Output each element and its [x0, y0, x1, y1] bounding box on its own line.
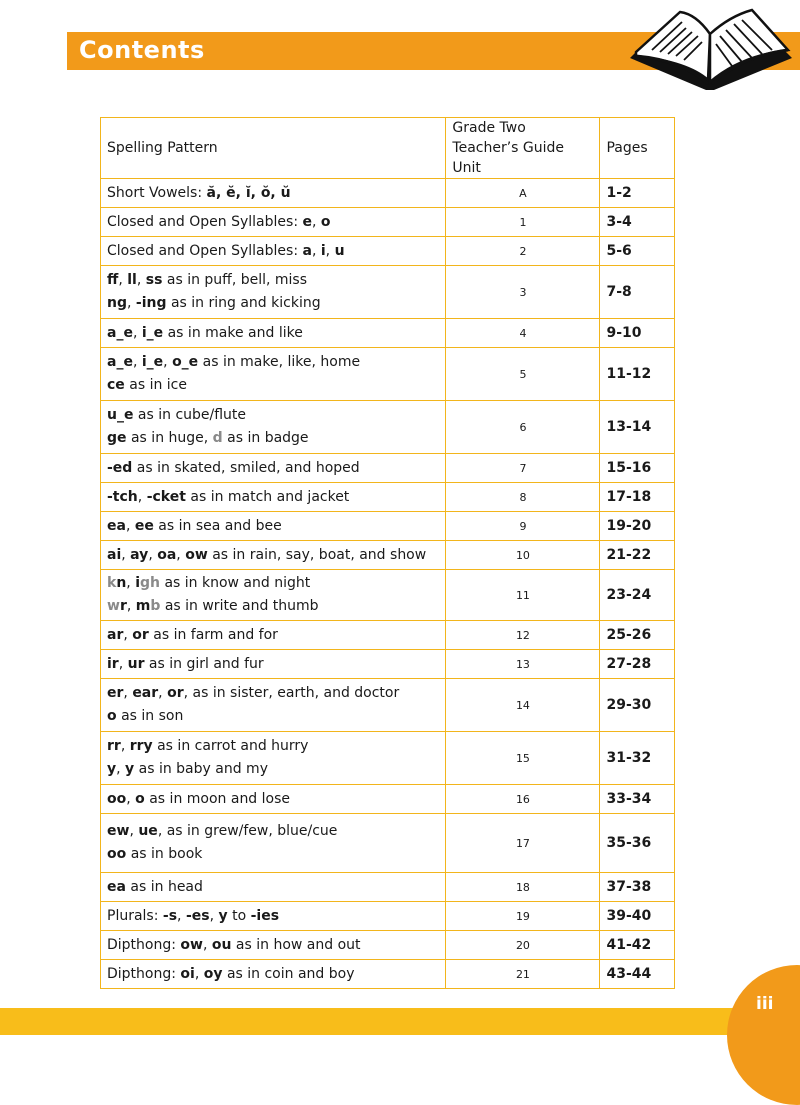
pattern-letters: or	[167, 685, 184, 701]
spelling-pattern-cell	[101, 621, 446, 650]
pages-cell: 19-20	[600, 512, 675, 541]
pattern-text: ,	[158, 685, 168, 701]
spelling-pattern-cell	[101, 454, 446, 483]
unit-cell: 20	[446, 931, 600, 960]
pattern-text: ,	[129, 823, 139, 839]
pattern-text: Dipthong:	[107, 965, 181, 982]
pattern-text: ,	[116, 761, 126, 777]
pattern-text: ,	[312, 213, 321, 230]
pattern-text: ,	[136, 272, 146, 288]
unit-cell: 11	[446, 570, 600, 621]
spelling-pattern-cell	[101, 401, 446, 454]
pattern-text: as in girl and fur	[144, 655, 264, 672]
pattern-line	[107, 515, 439, 538]
pattern-text: as in son	[116, 708, 184, 724]
pattern-text: Closed and Open Syllables:	[107, 213, 303, 230]
pattern-text: ,	[126, 790, 136, 807]
pattern-letters: oo	[107, 846, 127, 862]
spelling-pattern-cell	[101, 732, 446, 785]
pattern-letters: gh	[140, 575, 160, 591]
pattern-line	[107, 788, 439, 811]
pattern-text: ,	[126, 575, 136, 591]
pages-cell: 33-34	[600, 785, 675, 814]
pages-cell: 27-28	[600, 650, 675, 679]
pattern-letters: n	[116, 575, 127, 591]
unit-cell: 19	[446, 902, 600, 931]
pattern-letters: or	[132, 626, 149, 643]
pattern-letters: i_e	[141, 324, 164, 341]
pattern-letters: u_e	[107, 407, 134, 423]
spelling-pattern-cell	[101, 931, 446, 960]
unit-cell: 21	[446, 960, 600, 989]
pattern-text: ,	[125, 517, 135, 534]
pages-cell: 39-40	[600, 902, 675, 931]
pattern-text: ,	[176, 546, 186, 563]
pattern-text: as in ice	[124, 377, 187, 393]
pattern-text: Short Vowels:	[107, 184, 207, 201]
table-row	[101, 483, 675, 512]
table-row	[101, 650, 675, 679]
table-row	[101, 454, 675, 483]
pages-cell: 23-24	[600, 570, 675, 621]
spelling-pattern-cell	[101, 902, 446, 931]
pattern-line	[107, 486, 439, 509]
pattern-letters: rry	[129, 738, 153, 754]
table-row	[101, 266, 675, 319]
table-header-row	[101, 118, 675, 179]
unit-cell: 9	[446, 512, 600, 541]
pattern-text: ,	[118, 272, 128, 288]
unit-cell: 16	[446, 785, 600, 814]
pattern-letters: oy	[203, 965, 223, 982]
table-body	[101, 179, 675, 989]
pattern-letters: ur	[127, 655, 145, 672]
pattern-text: as in huge,	[126, 430, 213, 446]
pattern-letters: a_e	[107, 324, 133, 341]
pattern-line	[107, 682, 439, 705]
pattern-line	[107, 843, 439, 866]
pattern-line	[107, 876, 439, 899]
table-row	[101, 348, 675, 401]
header-unit-line2: Teacher’s Guide Unit	[452, 140, 565, 176]
pattern-letters: o	[320, 213, 331, 230]
pattern-letters: ue	[138, 823, 158, 839]
unit-cell: 1	[446, 208, 600, 237]
pattern-text: as in cube/flute	[133, 407, 247, 423]
pattern-letters: er	[107, 685, 124, 701]
pages-cell: 13-14	[600, 401, 675, 454]
pattern-line	[107, 653, 439, 676]
pattern-text: ,	[148, 546, 158, 563]
table-row	[101, 902, 675, 931]
pattern-letters: ng	[107, 295, 127, 311]
table-row	[101, 621, 675, 650]
spelling-pattern-cell	[101, 179, 446, 208]
pattern-letters: ow	[185, 546, 208, 563]
pattern-letters: ai	[107, 546, 122, 563]
unit-cell: 6	[446, 401, 600, 454]
pattern-letters: ar	[107, 626, 124, 643]
pattern-text: as in sea and bee	[153, 517, 282, 534]
pattern-letters: r	[119, 598, 127, 614]
pages-cell: 3-4	[600, 208, 675, 237]
pattern-text: ,	[127, 295, 136, 311]
pattern-letters: o	[135, 790, 145, 807]
pattern-letters: ee	[134, 517, 154, 534]
pattern-letters: -cket	[146, 488, 186, 505]
pattern-letters: ss	[145, 272, 163, 288]
spelling-pattern-cell	[101, 679, 446, 732]
pattern-line	[107, 572, 439, 595]
table-row	[101, 541, 675, 570]
pattern-text: ,	[132, 324, 142, 341]
pages-cell: 35-36	[600, 814, 675, 873]
pattern-line	[107, 322, 439, 345]
pages-cell: 15-16	[600, 454, 675, 483]
table-row	[101, 319, 675, 348]
table-row	[101, 873, 675, 902]
spelling-pattern-cell	[101, 319, 446, 348]
pages-cell: 31-32	[600, 732, 675, 785]
pattern-text: as in skated, smiled, and hoped	[132, 459, 360, 476]
pages-cell: 43-44	[600, 960, 675, 989]
pages-cell: 9-10	[600, 319, 675, 348]
pattern-letters: w	[107, 598, 120, 614]
table-row	[101, 570, 675, 621]
spelling-pattern-cell	[101, 348, 446, 401]
pattern-line	[107, 240, 439, 263]
pattern-letters: a	[302, 242, 312, 259]
unit-cell: 4	[446, 319, 600, 348]
spelling-pattern-cell	[101, 570, 446, 621]
pattern-letters: m	[135, 598, 151, 614]
pattern-line	[107, 427, 439, 450]
pattern-text: as in match and jacket	[185, 488, 350, 505]
spelling-pattern-cell	[101, 873, 446, 902]
pattern-letters: -ed	[107, 459, 133, 476]
pattern-text: Plurals:	[107, 907, 163, 924]
pattern-text: ,	[132, 354, 142, 370]
table-row	[101, 401, 675, 454]
pattern-text: ,	[311, 242, 321, 259]
table-row	[101, 732, 675, 785]
pattern-line	[107, 182, 439, 205]
pattern-text: as in ring and kicking	[166, 295, 321, 311]
spelling-pattern-cell	[101, 814, 446, 873]
spelling-pattern-cell	[101, 650, 446, 679]
unit-cell: A	[446, 179, 600, 208]
pattern-line	[107, 544, 439, 567]
pattern-text: ,	[123, 626, 133, 643]
pattern-text: , as in grew/few, blue/cue	[157, 823, 338, 839]
pattern-line	[107, 624, 439, 647]
pattern-letters: ou	[211, 936, 232, 953]
pattern-text: ,	[121, 546, 131, 563]
pattern-letters: -s	[162, 907, 178, 924]
pages-cell: 5-6	[600, 237, 675, 266]
pattern-letters: ew	[107, 823, 130, 839]
pattern-letters: ay	[130, 546, 149, 563]
pattern-letters: ir	[107, 655, 119, 672]
pattern-text: as in write and thumb	[160, 598, 319, 614]
pattern-text: ,	[163, 354, 173, 370]
pattern-letters: ff	[107, 272, 119, 288]
pattern-letters: y	[125, 761, 135, 777]
pattern-letters: ll	[127, 272, 137, 288]
spelling-pattern-cell	[101, 208, 446, 237]
unit-cell: 5	[446, 348, 600, 401]
table-row	[101, 179, 675, 208]
pattern-text: as in book	[126, 846, 203, 862]
pages-cell: 17-18	[600, 483, 675, 512]
header-unit	[446, 118, 600, 179]
table-row	[101, 814, 675, 873]
pattern-line	[107, 705, 439, 728]
pattern-letters: k	[107, 575, 117, 591]
pattern-letters: -ies	[250, 907, 280, 924]
pattern-text: as in rain, say, boat, and show	[207, 546, 427, 563]
pages-cell: 25-26	[600, 621, 675, 650]
pattern-letters: d	[212, 430, 223, 446]
pattern-letters: e	[302, 213, 312, 230]
bottom-bar	[0, 1008, 800, 1035]
pattern-line	[107, 905, 439, 928]
pattern-letters: ow	[180, 936, 203, 953]
pattern-letters: b	[150, 598, 161, 614]
table-row	[101, 237, 675, 266]
page-title: Contents	[79, 36, 205, 64]
pattern-letters: y	[107, 761, 117, 777]
pattern-text: Dipthong:	[107, 936, 181, 953]
pattern-text: ,	[118, 655, 128, 672]
pattern-letters: -es	[185, 907, 210, 924]
pattern-text: as in head	[125, 878, 203, 895]
pages-cell: 37-38	[600, 873, 675, 902]
table-row	[101, 208, 675, 237]
pattern-letters: oo	[107, 790, 127, 807]
unit-cell: 18	[446, 873, 600, 902]
pattern-letters: o_e	[172, 354, 199, 370]
pattern-line	[107, 269, 439, 292]
pattern-line	[107, 457, 439, 480]
pattern-letters: -tch	[107, 488, 138, 505]
pattern-text: ,	[194, 965, 204, 982]
pattern-text: as in farm and for	[148, 626, 278, 643]
unit-cell: 14	[446, 679, 600, 732]
pattern-letters: ea	[107, 517, 126, 534]
pattern-text: as in know and night	[160, 575, 311, 591]
pattern-line	[107, 963, 439, 986]
pattern-letters: ce	[107, 377, 125, 393]
table-row	[101, 931, 675, 960]
table-row	[101, 960, 675, 989]
pattern-text: as in coin and boy	[222, 965, 355, 982]
unit-cell: 13	[446, 650, 600, 679]
spelling-pattern-cell	[101, 785, 446, 814]
unit-cell: 10	[446, 541, 600, 570]
pattern-text: as in make, like, home	[198, 354, 361, 370]
header-unit-line1: Grade Two	[452, 120, 526, 136]
page-number-circle	[727, 965, 800, 1105]
pattern-letters: oa	[157, 546, 177, 563]
pattern-letters: i	[320, 242, 326, 259]
pattern-text: as in carrot and hurry	[152, 738, 309, 754]
pattern-text: ,	[177, 907, 186, 924]
pattern-letters: ă, ĕ, ĭ, ŏ, ŭ	[206, 184, 291, 201]
pattern-text: Closed and Open Syllables:	[107, 242, 303, 259]
spelling-pattern-cell	[101, 483, 446, 512]
table-row	[101, 785, 675, 814]
pattern-line	[107, 934, 439, 957]
pattern-letters: y	[218, 907, 228, 924]
unit-cell: 12	[446, 621, 600, 650]
unit-cell: 8	[446, 483, 600, 512]
table-row	[101, 512, 675, 541]
pages-cell: 11-12	[600, 348, 675, 401]
pattern-line	[107, 292, 439, 315]
pattern-text: , as in sister, earth, and doctor	[183, 685, 400, 701]
pattern-line	[107, 735, 439, 758]
pattern-text: ,	[120, 738, 130, 754]
pattern-letters: ge	[107, 430, 127, 446]
spelling-pattern-cell	[101, 237, 446, 266]
pattern-line	[107, 595, 439, 618]
spelling-pattern-cell	[101, 266, 446, 319]
pattern-text: as in make and like	[163, 324, 303, 341]
pattern-text: as in baby and my	[134, 761, 268, 777]
pattern-text: as in how and out	[231, 936, 361, 953]
unit-cell: 2	[446, 237, 600, 266]
pages-cell: 29-30	[600, 679, 675, 732]
header-pages: Pages	[600, 118, 675, 179]
contents-table	[100, 117, 675, 989]
pages-cell: 21-22	[600, 541, 675, 570]
unit-cell: 15	[446, 732, 600, 785]
pattern-letters: ea	[107, 878, 126, 895]
pattern-letters: i	[135, 575, 140, 591]
page-number: iii	[756, 994, 774, 1014]
pages-cell: 1-2	[600, 179, 675, 208]
pattern-letters: a_e	[107, 354, 133, 370]
pages-cell: 41-42	[600, 931, 675, 960]
pattern-letters: ear	[132, 685, 159, 701]
pattern-letters: i_e	[141, 354, 164, 370]
pattern-text: ,	[137, 488, 147, 505]
unit-cell: 7	[446, 454, 600, 483]
pattern-line	[107, 820, 439, 843]
pattern-letters: -ing	[135, 295, 167, 311]
spelling-pattern-cell	[101, 512, 446, 541]
pattern-line	[107, 211, 439, 234]
pattern-text: to	[227, 907, 251, 924]
pattern-text: ,	[126, 598, 136, 614]
pattern-letters: u	[334, 242, 345, 259]
pattern-line	[107, 374, 439, 397]
pattern-text: as in puff, bell, miss	[162, 272, 308, 288]
pattern-letters: oi	[180, 965, 195, 982]
spelling-pattern-cell	[101, 541, 446, 570]
unit-cell: 3	[446, 266, 600, 319]
table-row	[101, 679, 675, 732]
pattern-text: as in badge	[222, 430, 309, 446]
pattern-line	[107, 351, 439, 374]
pages-cell: 7-8	[600, 266, 675, 319]
unit-cell: 17	[446, 814, 600, 873]
pattern-letters: o	[107, 708, 117, 724]
pattern-letters: rr	[107, 738, 121, 754]
header-spelling-pattern: Spelling Pattern	[101, 118, 446, 179]
pattern-text: ,	[202, 936, 212, 953]
pattern-text: ,	[123, 685, 133, 701]
open-book-icon	[622, 6, 798, 96]
spelling-pattern-cell	[101, 960, 446, 989]
pattern-text: ,	[325, 242, 335, 259]
pattern-text: ,	[209, 907, 219, 924]
pattern-line	[107, 758, 439, 781]
pattern-text: as in moon and lose	[144, 790, 291, 807]
pattern-line	[107, 404, 439, 427]
